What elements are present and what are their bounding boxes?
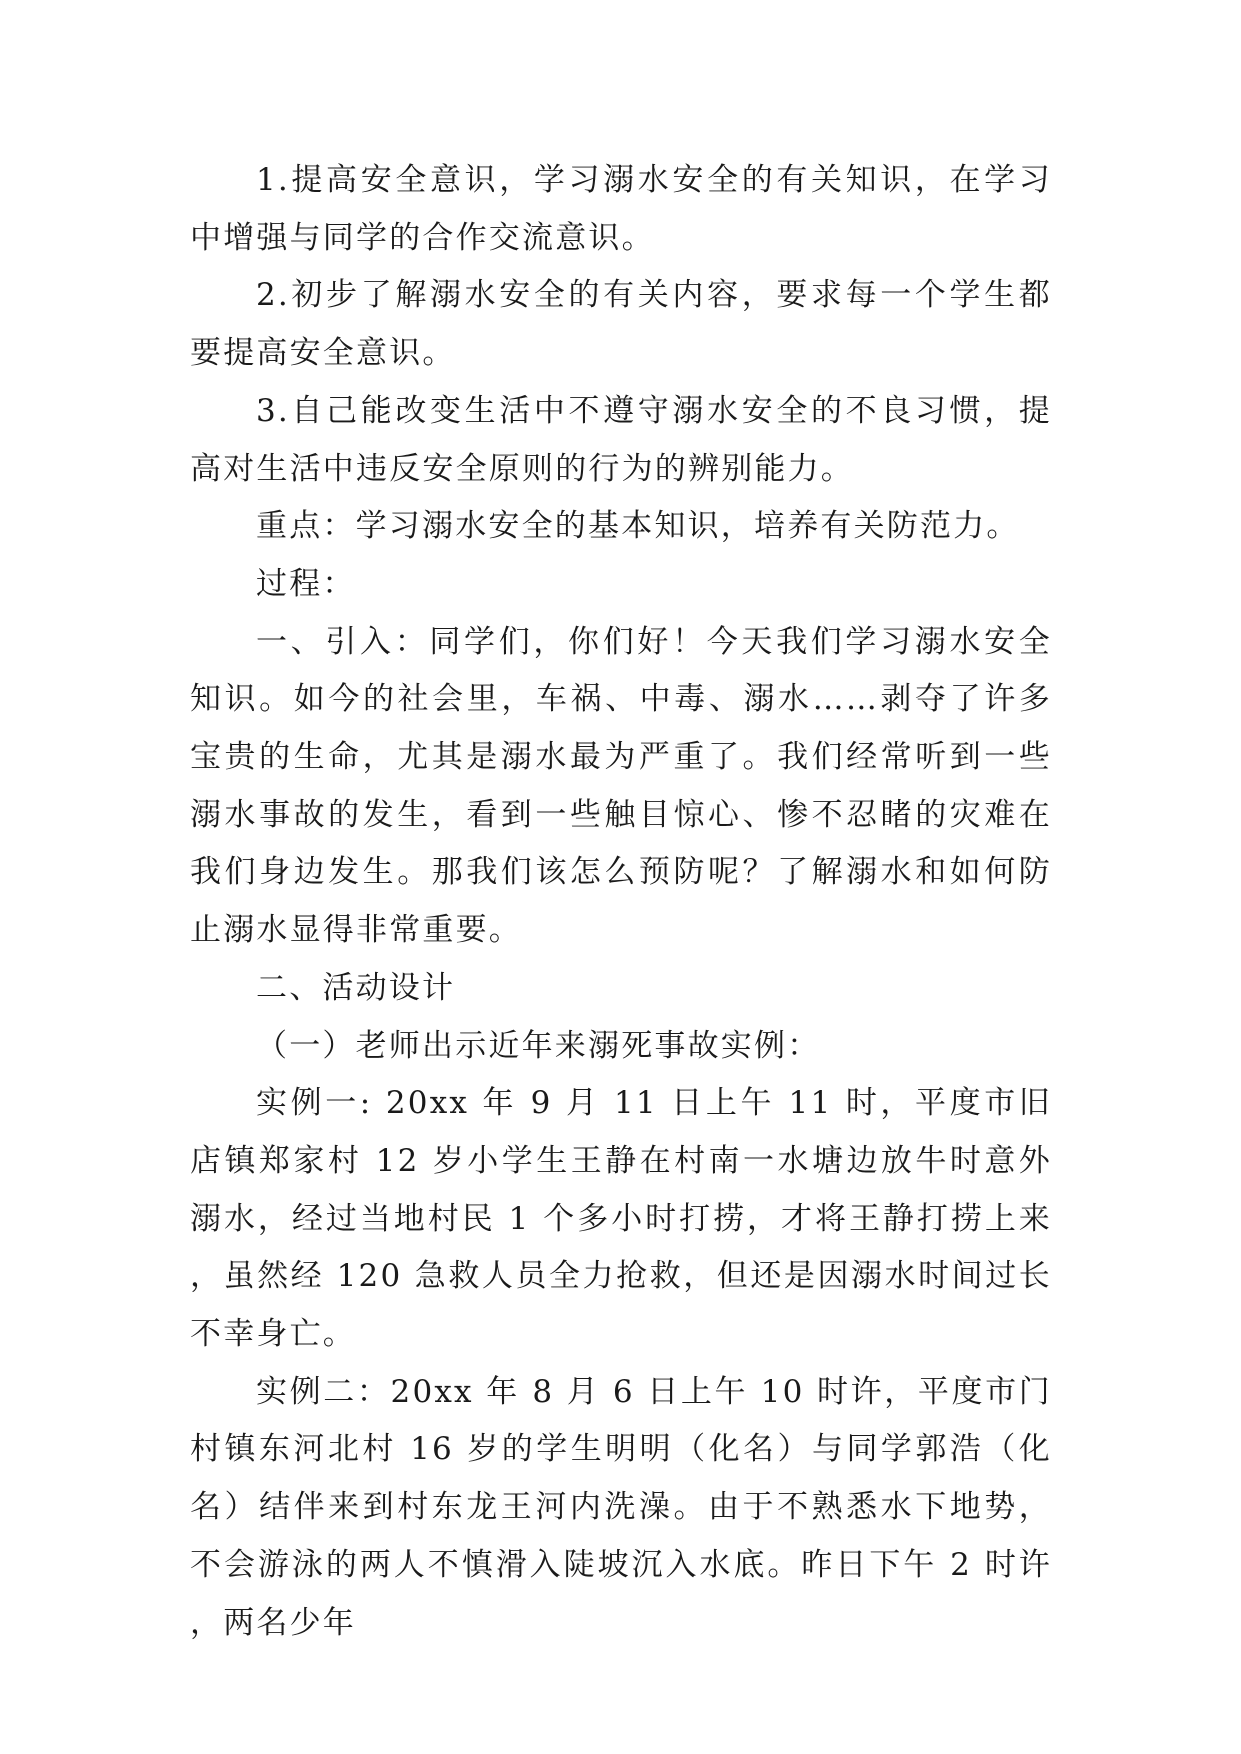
examples-subheading: （一）老师出示近年来溺死事故实例： xyxy=(256,1027,821,1064)
introduction-paragraph: 一、引入：同学们，你们好！今天我们学习溺水安全知识。如今的社会里，车祸、中毒、溺水……剥夺了许多宝贵的生命，尤其是溺水最为严重了。我们经常听到一些溺水事故的发生，看到一些触目惊心、惨不忍睹的灾难在我们身边发生。那我们该怎么预防呢？了解溺水和如何防止溺水显得非常重要。 xyxy=(190,623,1052,949)
process-heading: 过程： xyxy=(256,565,356,602)
example-2-paragraph: 实例二：20xx 年 8 月 6 日上午 10 时许，平度市门村镇东河北村 16 岁的学生明明（化名）与同学郭浩（化名）结伴来到村东龙王河内洗澡。由于不熟悉水下地势，不会游泳的两人不慎滑入陡坡沉入水底。昨日下午 2 时许，两名少年 xyxy=(190,1373,1052,1641)
objective-3-paragraph: 3.自己能改变生活中不遵守溺水安全的不良习惯，提高对生活中违反安全原则的行为的辨别能力。 xyxy=(190,392,1052,487)
activity-design-heading: 二、活动设计 xyxy=(256,969,456,1006)
document-body xyxy=(190,152,1052,1652)
key-point-paragraph: 重点：学习溺水安全的基本知识，培养有关防范力。 xyxy=(256,508,1020,545)
objective-1-paragraph: 1.提高安全意识，学习溺水安全的有关知识，在学习中增强与同学的合作交流意识。 xyxy=(190,162,1052,256)
example-1-paragraph: 实例一: 20xx 年 9 月 11 日上午 11 时，平度市旧店镇郑家村 12 岁小学生王静在村南一水塘边放牛时意外溺水，经过当地村民 1 个多小时打捞，才将王静打捞上来，虽然经 120 急救人员全力抢救，但还是因溺水时间过长不幸身亡。 xyxy=(190,1085,1052,1353)
objective-2-paragraph: 2.初步了解溺水安全的有关内容，要求每一个学生都要提高安全意识。 xyxy=(190,277,1052,372)
